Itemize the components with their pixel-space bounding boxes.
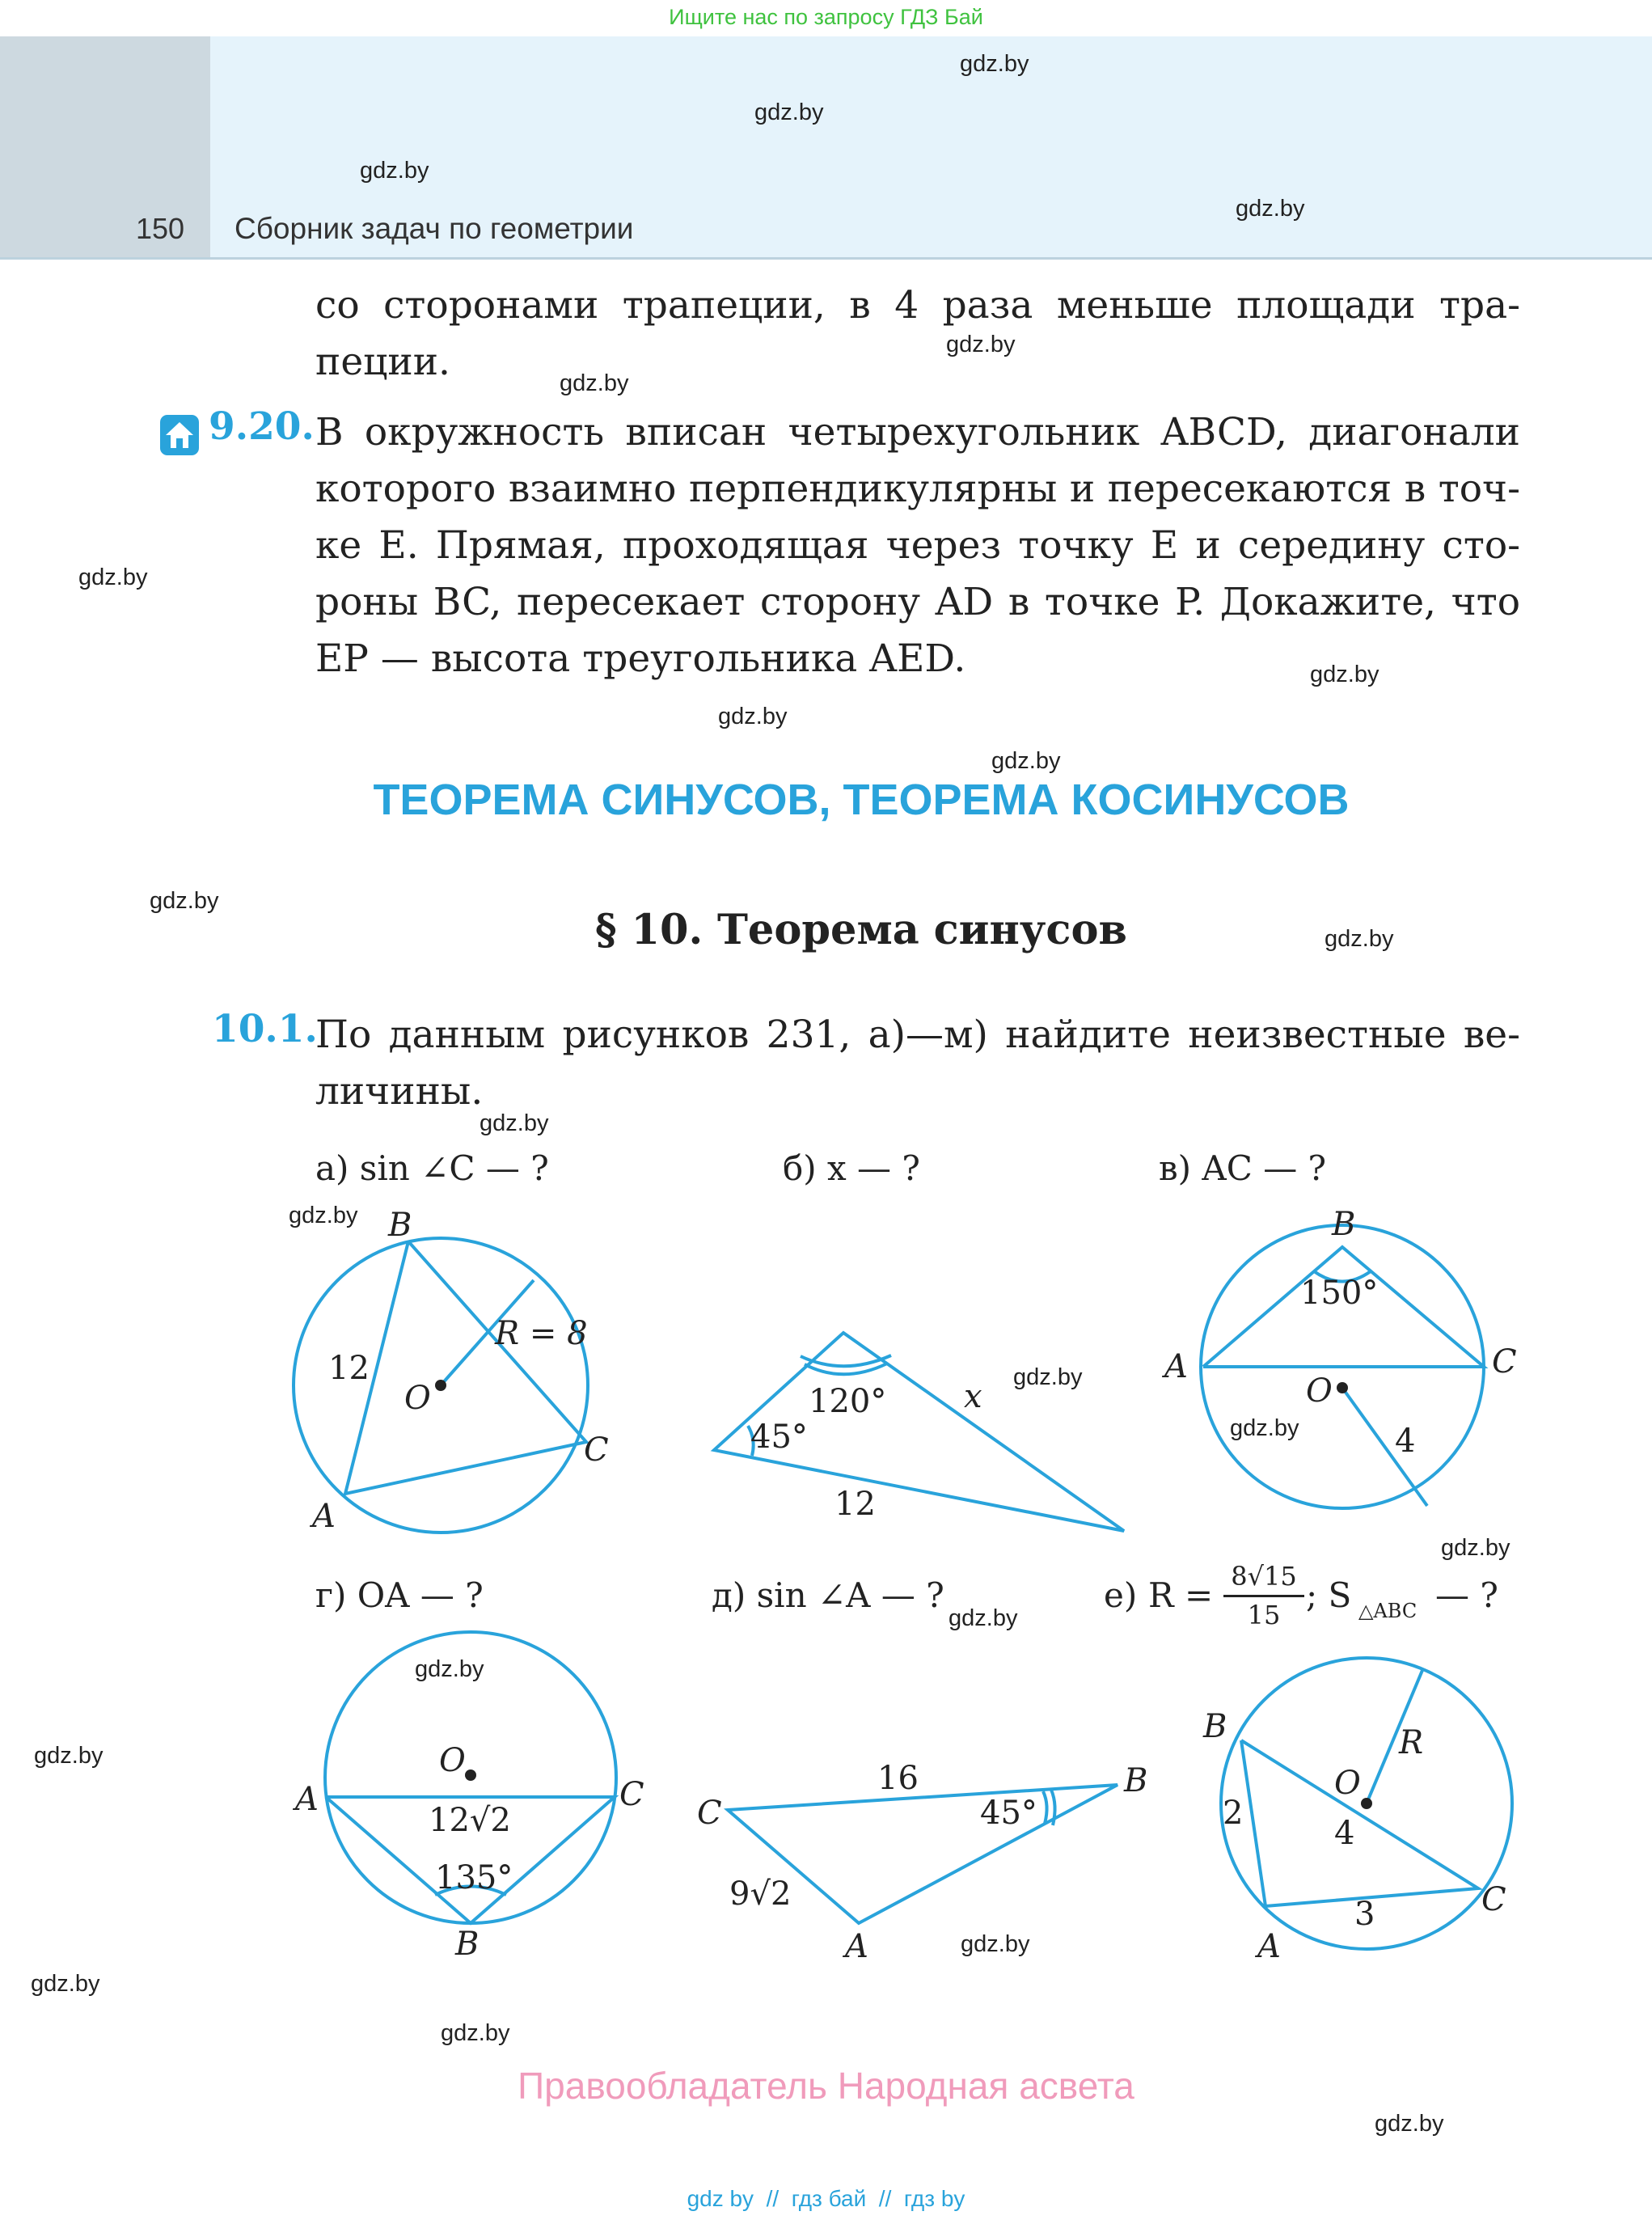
watermark: gdz.by [415, 1656, 484, 1682]
figure-g-label-b: B [455, 1926, 480, 1963]
figure-e-label-b: B [1203, 1708, 1227, 1745]
figure-v-label-b: B [1332, 1206, 1356, 1243]
watermark: gdz.by [754, 99, 824, 125]
figure-b-side-label: 12 [834, 1486, 876, 1523]
problem-10-1-line-1: По данным рисунков 231, а)—м) найдите неизвестные ве- [315, 1013, 1520, 1057]
watermark: gdz.by [34, 1743, 104, 1769]
figure-b-angle-120: 120° [809, 1383, 887, 1420]
figure-d-label-b: B [1124, 1762, 1148, 1799]
figure-e-label-r: R [1399, 1724, 1424, 1761]
top-banner[interactable]: Ищите нас по запросу ГДЗ Бай [669, 5, 983, 29]
figure-g-label-a: A [295, 1781, 319, 1818]
figure-e-caption-question: — ? [1435, 1575, 1498, 1615]
figure-e-label-c: C [1481, 1881, 1506, 1918]
paragraph-title: § 10. Теорема синусов [595, 906, 1127, 954]
watermark: gdz.by [480, 1110, 549, 1136]
watermark: gdz.by [949, 1605, 1018, 1631]
watermark: gdz.by [560, 370, 629, 396]
problem-9-20-line-5: EP — высота треугольника AED. [315, 636, 966, 681]
watermark: gdz.by [1375, 2111, 1444, 2137]
figure-d-label-a: A [845, 1928, 868, 1965]
problem-9-20-line-4: роны BC, пересекает сторону AD в точке P. Докажите, что [315, 580, 1520, 624]
figure-a-caption: а) sin ∠C — ? [315, 1148, 549, 1188]
figure-v-caption: в) AC — ? [1159, 1148, 1327, 1188]
figure-d-label-c: C [697, 1795, 722, 1832]
figure-e-caption-r: R = [1148, 1575, 1214, 1615]
figure-e-caption-subscript: △ABC [1358, 1600, 1418, 1622]
figure-v-label-c: C [1492, 1343, 1517, 1380]
figure-v-radius-label: 4 [1395, 1423, 1416, 1460]
problem-10-1-number: 10.1. [212, 1007, 318, 1051]
figure-e-fraction-numerator: 8√15 [1231, 1561, 1297, 1592]
watermark: gdz.by [960, 51, 1029, 77]
figure-d-side-ca: 9√2 [729, 1875, 792, 1913]
problem-10-1-line-2: личины. [315, 1069, 484, 1114]
figure-v-label-o: O [1306, 1372, 1333, 1410]
figure-v-angle-label: 150° [1300, 1275, 1379, 1312]
figure-b-caption: б) x — ? [783, 1148, 920, 1188]
figure-a-triangle [345, 1241, 586, 1494]
watermark: gdz.by [1310, 662, 1379, 687]
figure-v-center-dot [1337, 1382, 1348, 1393]
watermark: gdz.by [718, 704, 788, 729]
figure-g-label-o: O [439, 1742, 466, 1779]
watermark: gdz.by [78, 564, 148, 590]
watermark: gdz.by [31, 1971, 100, 1997]
figure-e-fraction-denominator: 15 [1247, 1600, 1281, 1630]
figure-b-angle-45: 45° [750, 1419, 808, 1456]
watermark: gdz.by [441, 2020, 510, 2046]
figure-e-label-a: A [1257, 1928, 1281, 1965]
footer-links[interactable]: gdz by // гдз бай // гдз by [687, 2186, 965, 2211]
watermark: gdz.by [289, 1203, 358, 1228]
figure-a-label-a: A [312, 1498, 336, 1535]
watermark: gdz.by [1013, 1364, 1083, 1390]
page-number: 150 [136, 212, 185, 245]
watermark: gdz.by [1236, 196, 1305, 222]
figure-e-side-ab: 2 [1223, 1795, 1244, 1832]
watermark: gdz.by [1325, 926, 1394, 952]
watermark: gdz.by [1230, 1415, 1299, 1441]
continuation-line-2: пеции. [315, 340, 450, 384]
problem-9-20-number: 9.20. [209, 404, 315, 449]
watermark: gdz.by [1441, 1535, 1510, 1561]
figure-b-unknown-x: x [964, 1378, 982, 1415]
figure-d-arc-45-1 [1043, 1791, 1047, 1824]
book-title: Сборник задач по геометрии [234, 212, 634, 245]
figure-a-side-label: 12 [328, 1350, 370, 1387]
watermark: gdz.by [991, 748, 1061, 774]
copyright-notice: Правообладатель Народная асвета [518, 2065, 1134, 2107]
watermark: gdz.by [946, 332, 1016, 357]
figure-e-caption-s: ; S [1306, 1575, 1352, 1615]
figure-e-side-bo: 4 [1334, 1815, 1355, 1852]
figure-a-label-b: B [388, 1207, 412, 1244]
figure-v-label-a: A [1164, 1348, 1188, 1385]
figure-a-label-c: C [584, 1431, 609, 1469]
figure-e-label-o: O [1334, 1765, 1361, 1802]
watermark: gdz.by [150, 888, 219, 914]
problem-9-20-line-3: ке E. Прямая, проходящая через точку E и середину сто- [315, 523, 1520, 568]
figure-e-center-dot [1361, 1798, 1372, 1809]
figure-e-side-ac: 3 [1354, 1896, 1375, 1933]
section-title: ТЕОРЕМА СИНУСОВ, ТЕОРЕМА КОСИНУСОВ [373, 776, 1350, 824]
figure-d-side-cb: 16 [877, 1760, 919, 1797]
watermark: gdz.by [961, 1931, 1030, 1957]
problem-9-20-line-1: В окружность вписан четырехугольник ABCD, диагонали [315, 410, 1520, 455]
figure-d-caption: д) sin ∠A — ? [712, 1575, 944, 1615]
figure-g-label-c: C [619, 1776, 644, 1813]
figure-e-caption-prefix: е) [1104, 1575, 1138, 1615]
problem-9-20-line-2: которого взаимно перпендикулярны и пересекаются в точ- [315, 467, 1520, 511]
continuation-line-1: со сторонами трапеции, в 4 раза меньше площади тра- [315, 283, 1520, 328]
figure-g-caption: г) OA — ? [315, 1575, 484, 1615]
figure-a-center-dot [435, 1380, 446, 1391]
figure-g-angle-label: 135° [435, 1859, 513, 1896]
watermark: gdz.by [360, 158, 429, 184]
figure-a-label-o: O [404, 1380, 431, 1417]
figure-a-radius-label: R = 8 [495, 1315, 588, 1352]
figure-g-center-dot [465, 1769, 476, 1781]
figure-g-side-label: 12√2 [429, 1802, 511, 1839]
figure-d-angle-label: 45° [980, 1795, 1037, 1832]
